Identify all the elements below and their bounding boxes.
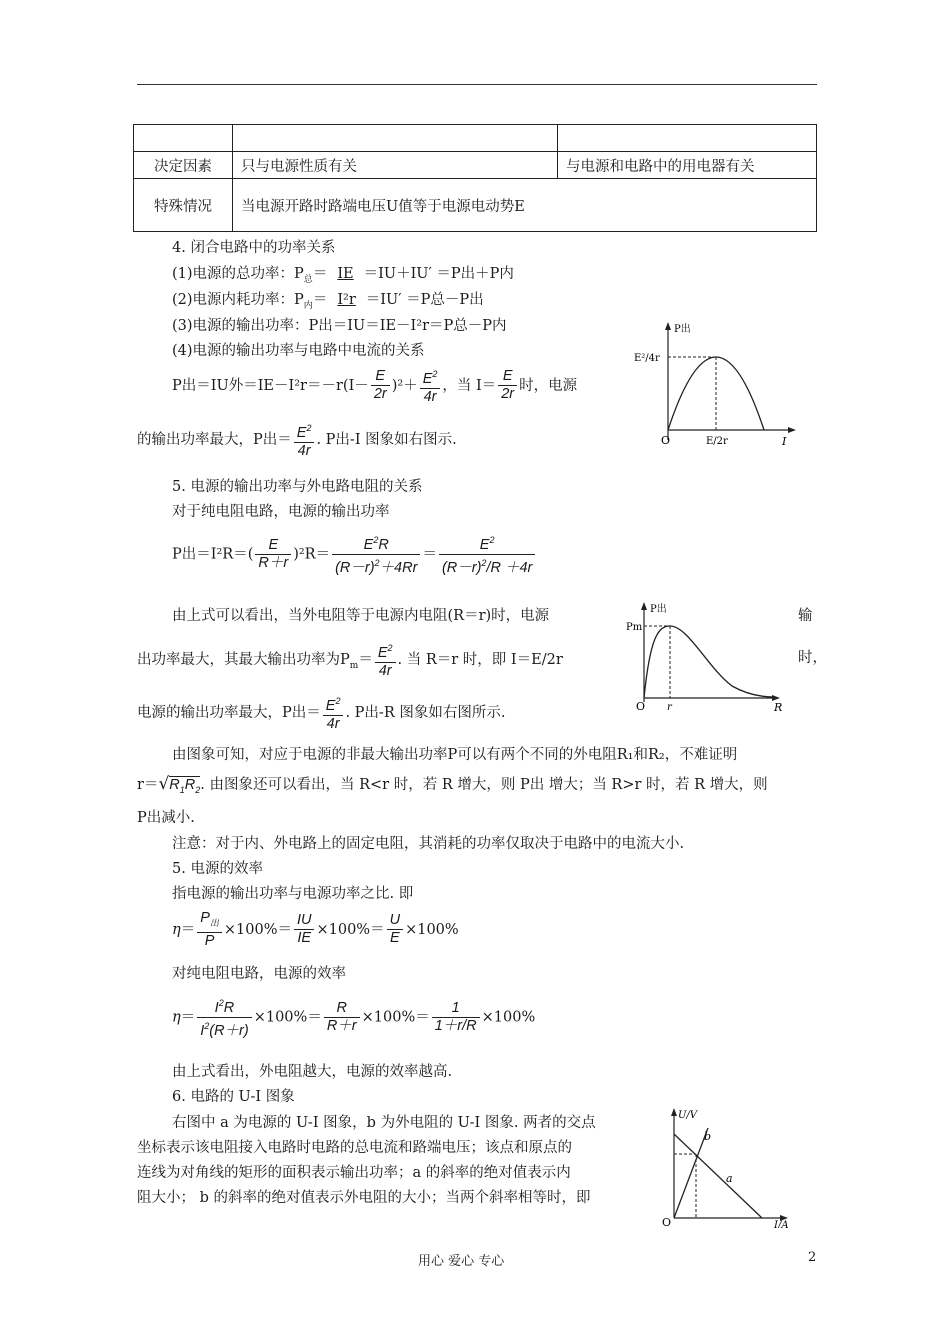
section-title: 5. 电源的输出功率与外电路电阻的关系 [172,479,423,495]
formula-line: (3)电源的输出功率：P出＝IU＝IE－I²r＝P总－P内 [172,318,507,334]
text-line: 对纯电阻电路，电源的效率 [172,966,346,982]
table-row [134,125,817,152]
formula-line: η＝ $\frac{P_出}{P}$ ×100%＝ $\frac{IU}{IE}$ ×100%＝ $\frac{U}{E}$ ×100% [172,910,459,949]
table-cell [558,125,817,152]
x-label: I [782,435,787,448]
text: 出功率最大，其最大输出功率为P [137,651,350,668]
power-resistance-graph [624,598,794,714]
text: ，当 I＝ [442,377,497,394]
origin-label: O [662,1216,672,1228]
subscript: 内 [303,300,313,311]
text-line: 由上式看出，外电阻越大，电源的效率越高. [172,1064,453,1080]
line-a [674,1134,762,1218]
formula-line [137,693,505,733]
y-arrow [671,1108,677,1116]
page-number: 2 [808,1250,817,1265]
formula-line: $r=√R_1R_2$. 由图象还可以看出，当 R<r 时，若 R 增大，则 P出 增大；当 R>r 时，若 R 增大，则 [137,774,768,795]
fraction: $\frac{E^2}{(R-r)^2/R +4r}$ [439,532,535,577]
text: ×100% [361,1009,416,1026]
text: 时，电源 [519,377,578,394]
section-title: 6. 电路的 U-I 图象 [172,1089,295,1105]
power-curve [644,626,774,698]
formula-line [137,420,457,460]
fraction: $\frac{E^2}{4r}$ [375,640,396,680]
text-fragment: 输 [798,608,813,624]
fraction: $\frac{R}{R+r}$ [324,1000,360,1035]
fraction: $\frac{IU}{IE}$ [294,912,315,947]
text: ×100% [223,921,278,938]
text: . P出-I 图象如右图示. [316,431,457,448]
text: P出＝I²R＝( [172,546,254,563]
subscript: m [349,660,359,671]
fraction: $\frac{E}{2r}$ [371,368,390,403]
text: 电源的输出功率最大，P出＝ [137,704,321,721]
fraction: $\frac{E^2}{4r}$ [420,366,441,406]
table-cell: 与电源和电路中的用电器有关 [558,152,817,179]
origin-label: O [661,434,671,447]
table-cell: 决定因素 [134,152,233,179]
text: ＝IU＋IU′ ＝P出＋P内 [363,266,514,282]
text: . P出-R 图象如右图所示. [345,704,506,721]
x-label: I/A [774,1220,789,1228]
y-label: P出 [650,604,667,615]
formula-line: (4)电源的输出功率与电路中电流的关系 [172,343,425,359]
origin-label: O [636,700,646,713]
table-row [134,179,817,232]
y-label: P出 [674,324,691,335]
comparison-table [133,124,817,232]
section-title: 4. 闭合电路中的功率关系 [172,240,336,256]
xmid-label: E/2r [706,436,728,447]
text-line: 由图象可知，对应于电源的非最大输出功率P可以有两个不同的外电阻R₁和R₂，不难证明 [172,747,738,763]
formula-line: (1)电源的总功率：$P_总=$ IE ＝IU＋IU′ ＝P出＋P内 [172,266,514,285]
fraction: $\frac{U}{E}$ [387,912,403,947]
fraction: $\frac{E^2}{4r}$ [294,420,315,460]
b-label: b [704,1130,712,1143]
fraction: $\frac{E^2R}{(R-r)^2+4Rr}$ [332,532,420,577]
table-cell [134,125,233,152]
text-line: 注意：对于内、外电路上的固定电阻，其消耗的功率仅取决于电路中的电流大小. [172,836,685,852]
text: ×100% [481,1009,536,1026]
table-cell [233,125,558,152]
formula-line [172,366,577,406]
text-line: 连线为对角线的矩形的面积表示输出功率；a 的斜率的绝对值表示内 [137,1165,571,1181]
text-line: 指电源的输出功率与电源功率之比. 即 [172,886,414,902]
text: )²＋ [391,377,418,394]
formula-line: 出功率最大，其最大输出功率为$P_m=$ $\frac{E^2}{4r}$ . 当 R＝r 时，即 I＝E/2r [137,640,563,680]
footer-text: 用心 爱心 专心 [418,1254,505,1269]
table-cell: 特殊情况 [134,179,233,232]
text: . 当 R＝r 时，即 I＝E/2r [397,651,563,668]
ymax-label: E²/4r [634,353,660,364]
text: ×100% [316,921,371,938]
a-label: a [726,1172,733,1185]
section-title: 5. 电源的效率 [172,861,263,877]
x-label: R [774,701,783,714]
text-line: 右图中 a 为电源的 U-I 图象，b 为外电阻的 U-I 图象. 两者的交点 [172,1115,596,1131]
text: ×100% [253,1009,308,1026]
line-b [674,1128,708,1218]
text-line: 阻大小； b 的斜率的绝对值表示外电阻的大小；当两个斜率相等时，即 [137,1190,591,1206]
text: ＝IU′ ＝P总－P出 [365,292,484,308]
fraction: $\frac{I^2R}{I^2(R+r)}$ [197,995,252,1040]
table-cell: 只与电源性质有关 [233,152,558,179]
x-arrow [788,427,796,433]
text: r＝ [137,777,159,793]
xmid-label: r [667,702,672,713]
header-rule [137,84,817,85]
text-line: 对于纯电阻电路，电源的输出功率 [172,504,390,520]
power-current-graph [630,318,800,450]
formula-line: (2)电源内耗功率：$P_内= I^2r =IU' =P$总－P出 [172,292,484,311]
fraction: $\frac{P_出}{P}$ [197,910,222,950]
subscript: 总 [303,274,313,285]
y-label: U/V [678,1110,698,1121]
ymax-label: Pm [626,622,643,633]
text: P出＝IU外＝IE－I²r＝－r(I－ [172,377,369,394]
text-line: P出减小. [137,810,195,826]
text: (1)电源的总功率：P [172,266,304,282]
blank-answer: I²r [337,292,356,308]
y-arrow [641,602,647,610]
text-fragment: 时， [798,650,827,666]
blank-answer: IE [337,266,354,282]
text: 的输出功率最大，P出＝ [137,431,292,448]
table-row [134,152,817,179]
table-cell: 当电源开路时路端电压U值等于电源电动势E [233,179,817,232]
fraction: $\frac{1}{1+r/R}$ [432,1000,480,1035]
text: )²R＝ [293,546,331,563]
text: ×100% [405,921,459,938]
text-line: 坐标表示该电阻接入电路时电路的总电流和路端电压；该点和原点的 [137,1140,572,1156]
formula-line: P出＝I²R＝( $\frac{E}{R+r}$ )²R＝ $\frac{E^2R}{(R-r)^2+4Rr}$ ＝ $\frac{E^2}{(R-r)^2/R +4r}$ [172,532,537,577]
text-line: 由上式可以看出，当外电阻等于电源内电阻(R＝r)时，电源 [172,608,550,624]
text: (2)电源内耗功率：P [172,292,304,308]
y-arrow [665,322,671,330]
fraction: $\frac{E}{R+r}$ [255,537,291,572]
formula-line: η＝ $\frac{I^2R}{I^2(R+r)}$ ×100%＝ $\frac{R}{R+r}$ ×100%＝ $\frac{1}{1+r/R}$ ×100% [172,995,535,1040]
fraction: $\frac{E^2}{4r}$ [323,693,344,733]
voltage-current-graph [656,1104,806,1228]
fraction: $\frac{E}{2r}$ [498,368,517,403]
text: . 由图象还可以看出，当 R<r 时，若 R 增大，则 P出 增大；当 R>r 时，若 R 增大，则 [200,777,768,793]
